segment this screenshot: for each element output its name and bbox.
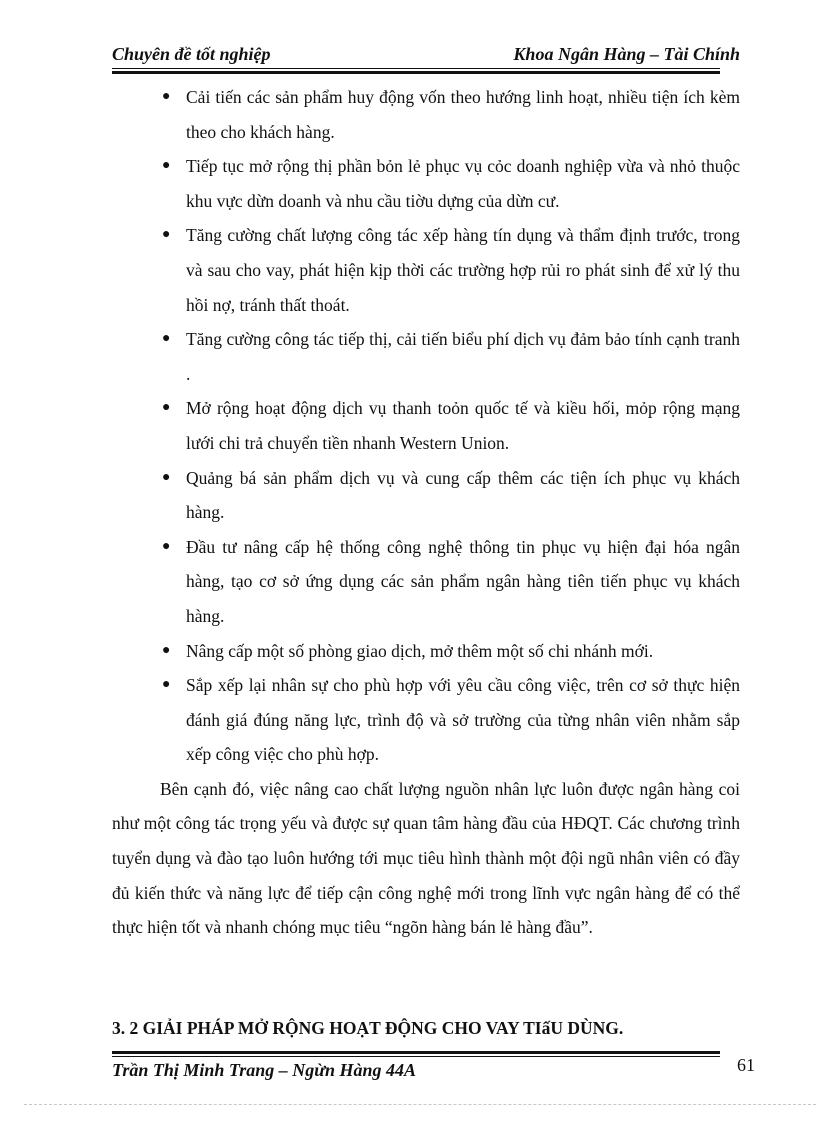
list-item	[112, 322, 740, 391]
list-item	[112, 668, 740, 772]
list-item-text: Tiếp tục mở rộng thị phần bỏn lẻ phục vụ cỏc doanh nghiệp vừa và nhỏ thuộc khu vực dừn doanh và nhu cầu tiờu dựng của dừn cư.	[186, 156, 740, 211]
list-item-text: Tăng cường công tác tiếp thị, cải tiến biểu phí dịch vụ đảm bảo tính cạnh tranh .	[186, 329, 740, 384]
page-bottom-divider	[24, 1104, 816, 1105]
bullet-icon: ●	[162, 677, 171, 693]
list-item	[112, 461, 740, 530]
bullet-icon: ●	[162, 331, 171, 347]
header-document-type: Chuyên đề tốt nghiệp	[112, 44, 271, 64]
list-item	[112, 391, 740, 460]
bullet-icon: ●	[162, 400, 171, 416]
list-item-text: Tăng cường chất lượng công tác xếp hàng tín dụng và thẩm định trước, trong và sau cho vay, phát hiện kịp thời các trường hợp rủi ro phát sinh để xử lý thu hồi nợ, tránh thất thoát.	[186, 225, 740, 315]
bullet-icon: ●	[162, 469, 171, 485]
list-item-text: Nâng cấp một số phòng giao dịch, mở thêm một số chi nhánh mới.	[186, 640, 654, 661]
bullet-list	[112, 80, 740, 772]
footer-author: Trần Thị Minh Trang – Ngừn Hàng 44A	[112, 1060, 417, 1080]
list-item	[112, 80, 740, 149]
page-number: 61	[737, 1055, 755, 1075]
footer-rule-thick	[112, 1051, 720, 1054]
list-item-text: Mở rộng hoạt động dịch vụ thanh toỏn quốc tế và kiều hối, mỏp rộng mạng lưới chi trả chuyển tiền nhanh Western Union.	[186, 398, 740, 453]
header-rule-thick	[112, 71, 720, 74]
list-item-text: Quảng bá sản phẩm dịch vụ và cung cấp thêm các tiện ích phục vụ khách hàng.	[186, 467, 740, 523]
bullet-icon: ●	[162, 158, 171, 174]
list-item-text: Cải tiến các sản phẩm huy động vốn theo hướng linh hoạt, nhiều tiện ích kèm theo cho khách hàng.	[186, 87, 740, 142]
header-rule-thin	[112, 68, 720, 69]
bullet-icon: ●	[162, 538, 171, 554]
list-item	[112, 149, 740, 218]
header-faculty: Khoa Ngân Hàng – Tài Chính	[513, 44, 740, 64]
section-heading: 3. 2 GIẢI PHÁP MỞ RỘNG HOẠT ĐỘNG CHO VAY TIấU DÙNG.	[112, 1018, 624, 1038]
body-paragraph: Bên cạnh đó, việc nâng cao chất lượng nguồn nhân lực luôn được ngân hàng coi như một công tác trọng yếu và được sự quan tâm hàng đầu của HĐQT. Các chương trình tuyển dụng và đào tạo luôn hướng tới mục tiêu hình thành một đội ngũ nhân viên có đầy đủ kiến thức và năng lực để tiếp cận công nghệ mới trong lĩnh vực ngân hàng để có thể thực hiện tốt và nhanh chóng mục tiêu “ngõn hàng bán lẻ hàng đầu”.	[112, 778, 740, 938]
page-body	[112, 80, 740, 945]
bullet-icon: ●	[162, 642, 171, 658]
page-header	[112, 40, 740, 70]
list-item	[112, 634, 740, 669]
bullet-icon: ●	[162, 227, 171, 243]
bullet-icon: ●	[162, 89, 171, 104]
list-item	[112, 530, 740, 634]
list-item-text: Sắp xếp lại nhân sự cho phù hợp với yêu cầu công việc, trên cơ sở thực hiện đánh giá đúng năng lực, trình độ và sở trường của từng nhân viên nhằm sắp xếp công việc cho phù hợp.	[186, 675, 740, 765]
list-item-text: Đầu tư nâng cấp hệ thống công nghệ thông tin phục vụ hiện đại hóa ngân hàng, tạo cơ sở ứng dụng các sản phẩm ngân hàng tiên tiến phục vụ khách hàng.	[186, 536, 740, 626]
list-item	[112, 218, 740, 322]
footer-rule-thin	[112, 1056, 720, 1057]
